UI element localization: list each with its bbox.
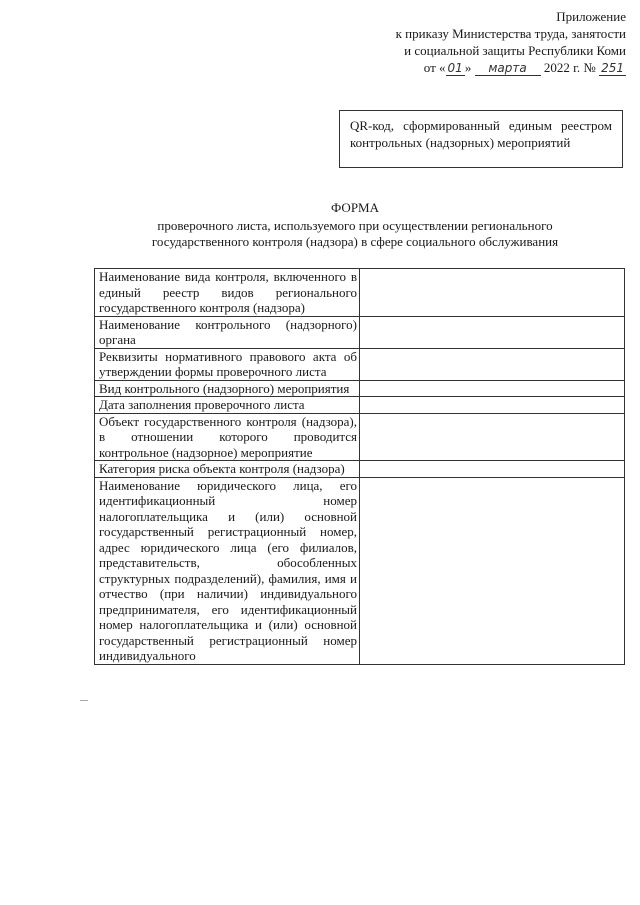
checklist-form-table [94, 268, 625, 665]
row-label: Наименование вида контроля, включенного в единый реестр видов регионального государственного контроля (надзора) [95, 269, 360, 317]
form-subtitle-line-2: государственного контроля (надзора) в сфере социального обслуживания [151, 234, 559, 249]
approval-block [326, 8, 626, 76]
date-prefix: от « [423, 60, 446, 75]
row-value-field[interactable] [360, 413, 625, 461]
row-value-field[interactable] [360, 397, 625, 414]
row-value-field[interactable] [360, 316, 625, 348]
approval-line-2: к приказу Министерства труда, занятости [395, 26, 626, 41]
form-subtitle-line-1: проверочного листа, используемого при осуществлении регионального [157, 218, 553, 233]
table-row [95, 477, 625, 664]
form-header [90, 200, 620, 250]
date-mid: » [464, 60, 472, 75]
row-label: Наименование контрольного (надзорного) органа [95, 316, 360, 348]
row-value-field[interactable] [360, 380, 625, 397]
row-value-field[interactable] [360, 477, 625, 664]
handwritten-month: марта [475, 62, 541, 76]
table-row [95, 316, 625, 348]
date-year: 2022 г. № [543, 60, 596, 75]
handwritten-day: 01 [447, 61, 463, 75]
qr-code-placeholder-box [339, 110, 623, 168]
row-label: Наименование юридического лица, его идентификационный номер налогоплательщика и (или) основной государственный регистрационный номер, адрес юридического лица (его филиалов, представительств, обособленных структурных подразделений), фамилия, имя и отчество (при наличии) индивидуального предпринимателя, его идентификационный номер налогоплательщика и (или) основной государственный регистрационный номер индивидуального [95, 477, 360, 664]
row-value-field[interactable] [360, 461, 625, 478]
row-label: Реквизиты нормативного правового акта об утверждении формы проверочного листа [95, 348, 360, 380]
table-row [95, 397, 625, 414]
margin-mark [80, 700, 88, 701]
table-row [95, 380, 625, 397]
approval-line-1: Приложение [556, 9, 626, 24]
approval-date-line [326, 59, 626, 76]
table-row [95, 413, 625, 461]
row-label: Категория риска объекта контроля (надзора) [95, 461, 360, 478]
row-label: Дата заполнения проверочного листа [95, 397, 360, 414]
handwritten-number: 251 [601, 61, 624, 75]
row-label: Вид контрольного (надзорного) мероприятия [95, 380, 360, 397]
form-table-clip [94, 268, 626, 838]
form-title: ФОРМА [331, 200, 379, 215]
table-row [95, 348, 625, 380]
approval-line-3: и социальной защиты Республики Коми [404, 43, 626, 58]
table-row [95, 461, 625, 478]
qr-box-text: QR-код, сформированный единым реестром контрольных (надзорных) мероприятий [350, 118, 612, 150]
row-value-field[interactable] [360, 348, 625, 380]
row-label: Объект государственного контроля (надзора), в отношении которого проводится контрольное (надзорное) мероприятие [95, 413, 360, 461]
row-value-field[interactable] [360, 269, 625, 317]
table-row [95, 269, 625, 317]
